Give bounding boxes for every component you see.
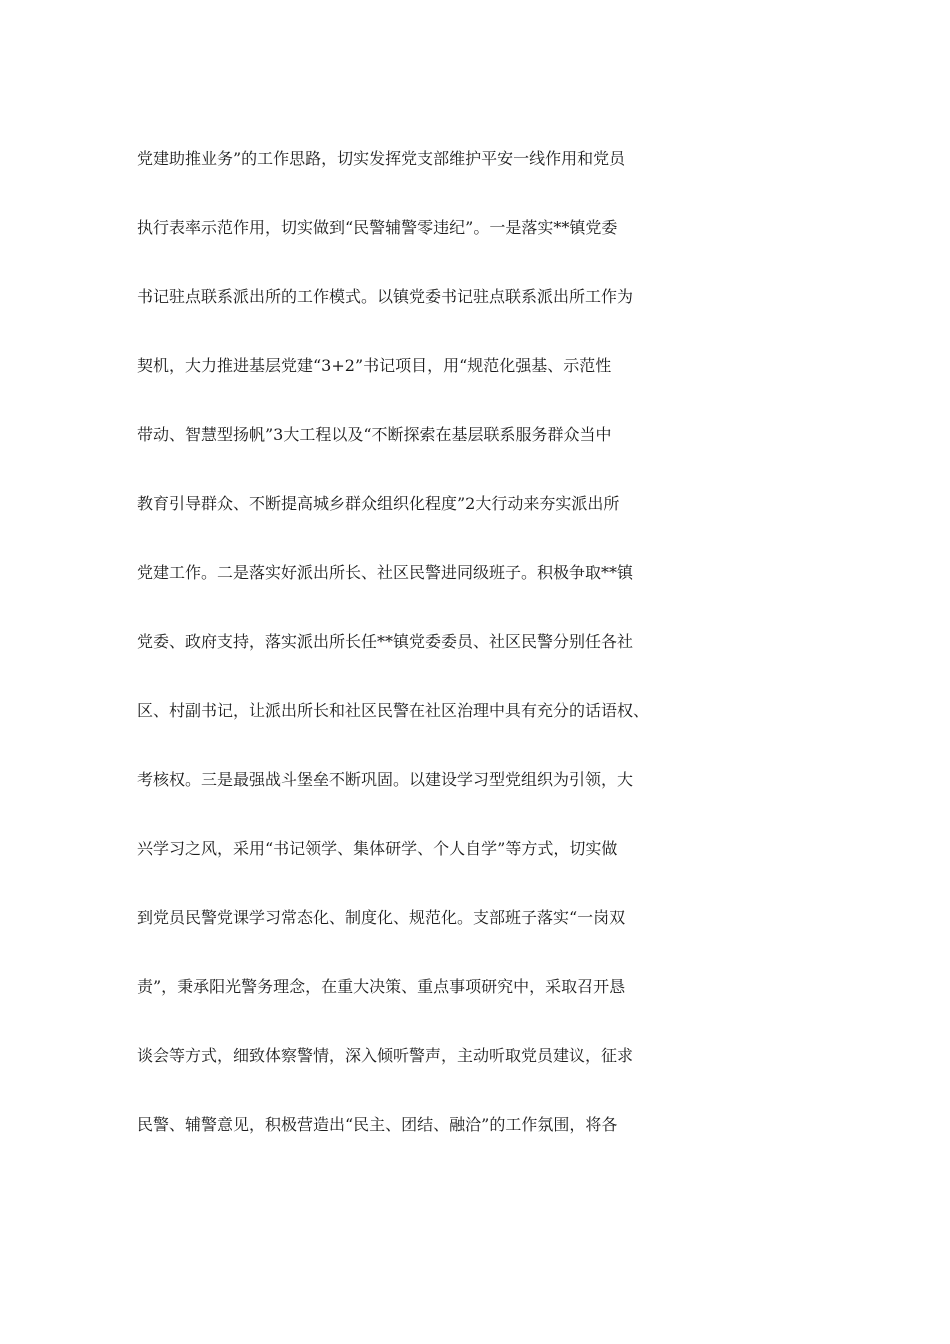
text-line: 党建助推业务”的工作思路，切实发挥党支部维护平安一线作用和党员 xyxy=(137,149,626,168)
text-line: 契机，大力推进基层党建“3+2”书记项目，用“规范化强基、示范性 xyxy=(137,356,612,375)
text-line: 党建工作。二是落实好派出所长、社区民警进同级班子。积极争取**镇 xyxy=(137,563,634,582)
text-line: 教育引导群众、不断提高城乡群众组织化程度”2大行动来夯实派出所 xyxy=(137,494,620,513)
text-line: 带动、智慧型扬帆”3大工程以及“不断探索在基层联系服务群众当中 xyxy=(137,425,612,444)
text-line: 区、村副书记，让派出所长和社区民警在社区治理中具有充分的话语权、 xyxy=(137,701,650,720)
body-text xyxy=(137,140,857,1175)
text-line: 到党员民警党课学习常态化、制度化、规范化。支部班子落实“一岗双 xyxy=(137,908,626,927)
text-line: 书记驻点联系派出所的工作模式。以镇党委书记驻点联系派出所工作为 xyxy=(137,287,634,306)
text-line: 执行表率示范作用，切实做到“民警辅警零违纪”。一是落实**镇党委 xyxy=(137,218,618,237)
text-line: 党委、政府支持，落实派出所长任**镇党委委员、社区民警分别任各社 xyxy=(137,632,634,651)
text-line: 兴学习之风，采用“书记领学、集体研学、个人自学”等方式，切实做 xyxy=(137,839,618,858)
text-line: 民警、辅警意见，积极营造出“民主、团结、融洽”的工作氛围，将各 xyxy=(137,1115,618,1134)
text-line: 考核权。三是最强战斗堡垒不断巩固。以建设学习型党组织为引领，大 xyxy=(137,770,634,789)
text-line: 责”，秉承阳光警务理念，在重大决策、重点事项研究中，采取召开恳 xyxy=(137,977,626,996)
text-line: 谈会等方式，细致体察警情，深入倾听警声，主动听取党员建议，征求 xyxy=(137,1046,634,1065)
